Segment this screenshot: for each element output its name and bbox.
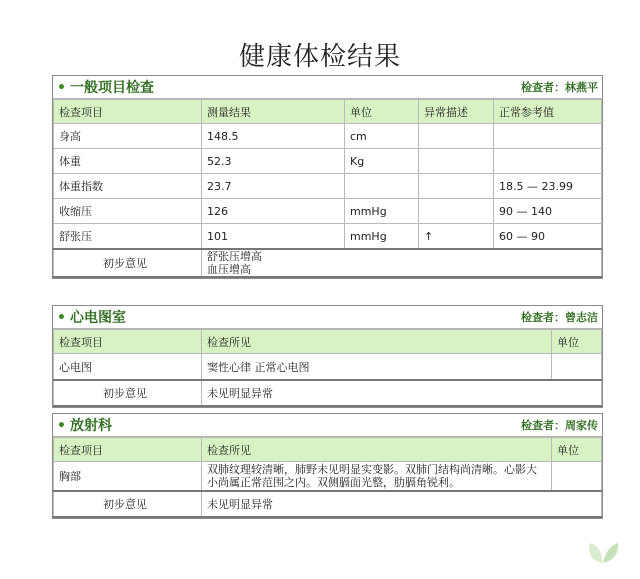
finding-cell: 窦性心律 正常心电图 bbox=[202, 354, 552, 381]
result-cell: 101 bbox=[202, 224, 345, 250]
opinion-row bbox=[54, 249, 602, 277]
general-exam-table bbox=[53, 99, 602, 278]
bullet-icon: • bbox=[57, 80, 66, 96]
opinion-text: 未见明显异常 bbox=[202, 491, 602, 517]
column-header: 异常描述 bbox=[419, 100, 494, 124]
unit-cell: Kg bbox=[345, 149, 419, 174]
result-cell: 148.5 bbox=[202, 124, 345, 149]
item-cell: 身高 bbox=[54, 124, 202, 149]
ecg-section bbox=[52, 305, 603, 408]
result-cell: 126 bbox=[202, 199, 345, 224]
ecg-title: 心电图室 bbox=[69, 310, 126, 326]
unit-cell: mmHg bbox=[345, 199, 419, 224]
opinion-label: 初步意见 bbox=[54, 249, 202, 277]
column-header: 检查所见 bbox=[202, 438, 552, 462]
column-header: 单位 bbox=[552, 330, 602, 354]
general-exam-section bbox=[52, 75, 603, 279]
table-row bbox=[54, 174, 602, 199]
bullet-icon: • bbox=[57, 418, 66, 434]
opinion-label: 初步意见 bbox=[54, 491, 202, 517]
table-header-row bbox=[54, 438, 602, 462]
radiology-inspector: 检查者：周家传 bbox=[521, 419, 598, 432]
radiology-title: 放射科 bbox=[69, 418, 112, 434]
table-header-row bbox=[54, 330, 602, 354]
table-row bbox=[54, 199, 602, 224]
opinion-row bbox=[54, 380, 602, 406]
item-cell: 舒张压 bbox=[54, 224, 202, 250]
page-title: 健康体检结果 bbox=[238, 42, 401, 72]
column-header: 测量结果 bbox=[202, 100, 345, 124]
reference-cell bbox=[494, 124, 602, 149]
opinion-text bbox=[202, 249, 602, 277]
column-header: 检查项目 bbox=[54, 438, 202, 462]
unit-cell: mmHg bbox=[345, 224, 419, 250]
table-header-row bbox=[54, 100, 602, 124]
item-cell: 体重指数 bbox=[54, 174, 202, 199]
table-row bbox=[54, 354, 602, 381]
table-row bbox=[54, 224, 602, 250]
opinion-line: 舒张压增高 bbox=[207, 250, 262, 263]
item-cell: 体重 bbox=[54, 149, 202, 174]
column-header: 检查项目 bbox=[54, 330, 202, 354]
table-row bbox=[54, 462, 602, 492]
result-cell: 23.7 bbox=[202, 174, 345, 199]
radiology-section bbox=[52, 413, 603, 519]
opinion-row bbox=[54, 491, 602, 517]
abnormal-cell bbox=[419, 149, 494, 174]
result-cell: 52.3 bbox=[202, 149, 345, 174]
reference-cell: 60 — 90 bbox=[494, 224, 602, 250]
general-exam-header bbox=[53, 76, 602, 99]
opinion-line: 血压增高 bbox=[207, 263, 251, 276]
abnormal-cell bbox=[419, 199, 494, 224]
abnormal-cell bbox=[419, 124, 494, 149]
column-header: 单位 bbox=[345, 100, 419, 124]
bullet-icon: • bbox=[57, 310, 66, 326]
column-header: 单位 bbox=[552, 438, 602, 462]
radiology-header bbox=[53, 414, 602, 437]
ecg-header bbox=[53, 306, 602, 329]
abnormal-cell bbox=[419, 174, 494, 199]
radiology-table bbox=[53, 437, 602, 518]
reference-cell: 18.5 — 23.99 bbox=[494, 174, 602, 199]
unit-cell bbox=[552, 462, 602, 492]
column-header: 正常参考值 bbox=[494, 100, 602, 124]
finding-cell: 双肺纹理较清晰，肺野未见明显实变影。双肺门结构尚清晰。心影大小尚属正常范围之内。双侧膈面光整，肋膈角锐利。 bbox=[202, 462, 552, 492]
opinion-text: 未见明显异常 bbox=[202, 380, 602, 406]
column-header: 检查项目 bbox=[54, 100, 202, 124]
item-cell: 收缩压 bbox=[54, 199, 202, 224]
leaf-logo-icon bbox=[584, 535, 620, 565]
table-row bbox=[54, 124, 602, 149]
ecg-inspector: 检查者：曾志洁 bbox=[521, 311, 598, 324]
unit-cell bbox=[552, 354, 602, 381]
column-header: 检查所见 bbox=[202, 330, 552, 354]
item-cell: 胸部 bbox=[54, 462, 202, 492]
general-exam-inspector: 检查者：林燕平 bbox=[521, 81, 598, 94]
table-row bbox=[54, 149, 602, 174]
unit-cell: cm bbox=[345, 124, 419, 149]
unit-cell bbox=[345, 174, 419, 199]
reference-cell: 90 — 140 bbox=[494, 199, 602, 224]
reference-cell bbox=[494, 149, 602, 174]
ecg-table bbox=[53, 329, 602, 407]
item-cell: 心电图 bbox=[54, 354, 202, 381]
abnormal-cell: ↑ bbox=[419, 224, 494, 250]
opinion-label: 初步意见 bbox=[54, 380, 202, 406]
general-exam-title: 一般项目检查 bbox=[69, 80, 154, 96]
